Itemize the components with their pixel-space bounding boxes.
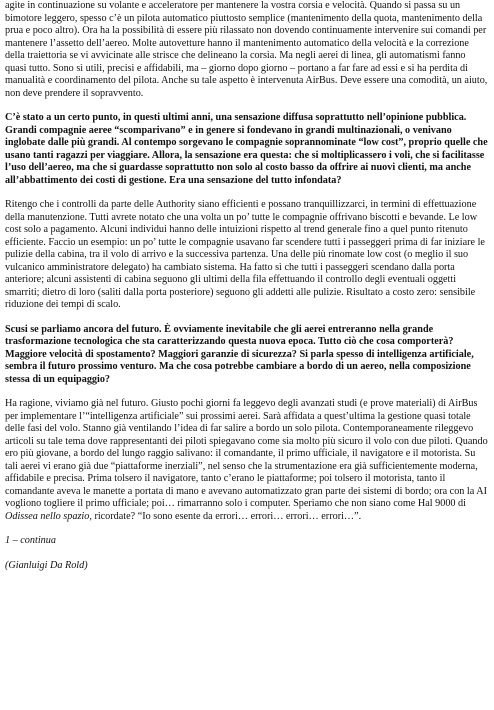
author-signature: (Gianluigi Da Rold) <box>5 559 88 571</box>
question-paragraph-2: Scusi se parliamo ancora del futuro. È ovviamente inevitabile che gli aerei entreranno nella grande trasformazione tecnologica che sta caratterizzando questa nuova epoca. Tutto ciò che cosa comporterà? Maggiore velocità di spostamento? Maggiori garanzie di sicurezza? Si parla spesso di intelligenza artificiale, sembra il futuro prossimo venturo. Ma che cosa potrebbe cambiare a bordo di un aereo, nella composizione stessa di un equipaggio? <box>5 323 474 385</box>
spacer <box>5 187 488 199</box>
spacer <box>5 312 488 324</box>
answer-text-part-1: Ha ragione, viviamo già nel futuro. Giusto pochi giorni fa leggevo degli avanzati studi (e prove materiali) di AirBus per implementare l’“intelligenza artificiale” sui prossimi aerei. Sarà affidata a quest’ultima la gestione quasi totale delle fasi del volo. Stanno già ventilando l’idea di far salire a bordo un solo pilota. Contemporaneamente rileggevo articoli su tale tema dove rappresentanti dei piloti spiegavano come sia molto più sicuro il volo con due piloti. Quando ero più giovane, a bordo del lungo raggio salivano: il comandante, il primo ufficiale, il navigatore e il motorista. Su tali aerei vi erano già due “piattaforme inerziali”, nel senso che la strumentazione era già sufficientemente moderna, affidabile e precisa. Prima tolsero il navigatore, tanto c’erano le piattaforme; poi tolsero il motorista, tanto il comandante aveva le manette a portata di mano e avevano automatizzato gran parte dei sistemi di bordo; ora con la AI vogliono togliere il primo ufficiale; poi… rimarranno solo i computer. Speriamo che non siano come Hal 9000 di <box>5 398 488 509</box>
film-title: Odissea nello spazio <box>5 510 90 522</box>
spacer <box>5 386 488 398</box>
answer-paragraph-1: agite in continuazione su volante e acceleratore per mantenere la vostra corsia e velocità. Quando si passa su un bimotore leggero, spesso c’è un pilota automatico piuttosto semplice (mantenimento della quota, mantenimento della prua e poco altro). Ora ha la possibilità di essere più rilassato non dovendo continuamente intervenire sui comandi per mantenere l’assetto dell’aereo. Molte autovetture hanno il mantenimento automatico della velocità e la correzione della traiettoria se vi avvicinate alle strisce che delineano la corsia. Ma negli aerei di linea, gli automatismi fanno quasi tutto. Sono sì utili, precisi e affidabili, ma – giorno dopo giorno – portano a far fare ad essi e si ha perdita di manualità e coordinamento del pilota. Anche su tale aspetto è intervenuta AirBus. Deve essere una comodità, un aiuto, non deve prendere il sopravvento. <box>5 0 488 99</box>
spacer <box>5 523 488 535</box>
answer-text-part-2: , ricordate? “Io sono esente da errori… errori… errori… errori…”. <box>89 510 362 522</box>
spacer <box>5 100 488 112</box>
spacer <box>5 548 488 560</box>
answer-paragraph-3 <box>5 398 488 523</box>
question-paragraph-1: C’è stato a un certo punto, in questi ultimi anni, una sensazione diffusa soprattutto nell’opinione pubblica. Grandi compagnie aeree “scomparivano” e in genere si fondevano in grandi multinazionali, o venivano inglobate dalle più grandi. Al contempo sorgevano le compagnie soprannominate “low cost”, proprio quelle che usano tanti ragazzi per viaggiare. Allora, la sensazione era questa: che si moltiplicassero i voli, che si facilitasse l’uso dell’aereo, ma che si guardasse soprattutto non solo al costo basso da offrire ai nuovi clienti, ma anche all’abbattimento dei costi di gestione. Era una sensazione del tutto infondata? <box>5 112 488 186</box>
answer-paragraph-2: Ritengo che i controlli da parte delle Authority siano efficienti e possano tranquillizzarci, in termini di effettuazione della manutenzione. Tutti avrete notato che una volta un po’ tutte le compagnie offrivano biscotti e bevande. Le low cost solo a pagamento. Alcuni individui hanno delle intuizioni rispetto al trend generale fino a quel punto ritenuto efficiente. Faccio un esempio: un po’ tutte le compagnie usavano far scendere tutti i passeggeri prima di far iniziare le pulizie della cabina, tra il volo di arrivo e la successiva partenza. Una delle più rinomate low cost (o meglio il suo vulcanico amministratore delegato) ha cambiato sistema. Ha fatto sì che tutti i passeggeri scendano dalla porta anteriore; alcuni assistenti di cabina seguono gli ultimi della fila effettuando il controllo degli eventuali oggetti smarriti; dietro di loro (saliti dalla porta posteriore) seguono gli addetti alle pulizie. Risultato a costo zero: sensibile riduzione dei tempi di scalo. <box>5 199 485 310</box>
continua-note: 1 – continua <box>5 535 56 546</box>
